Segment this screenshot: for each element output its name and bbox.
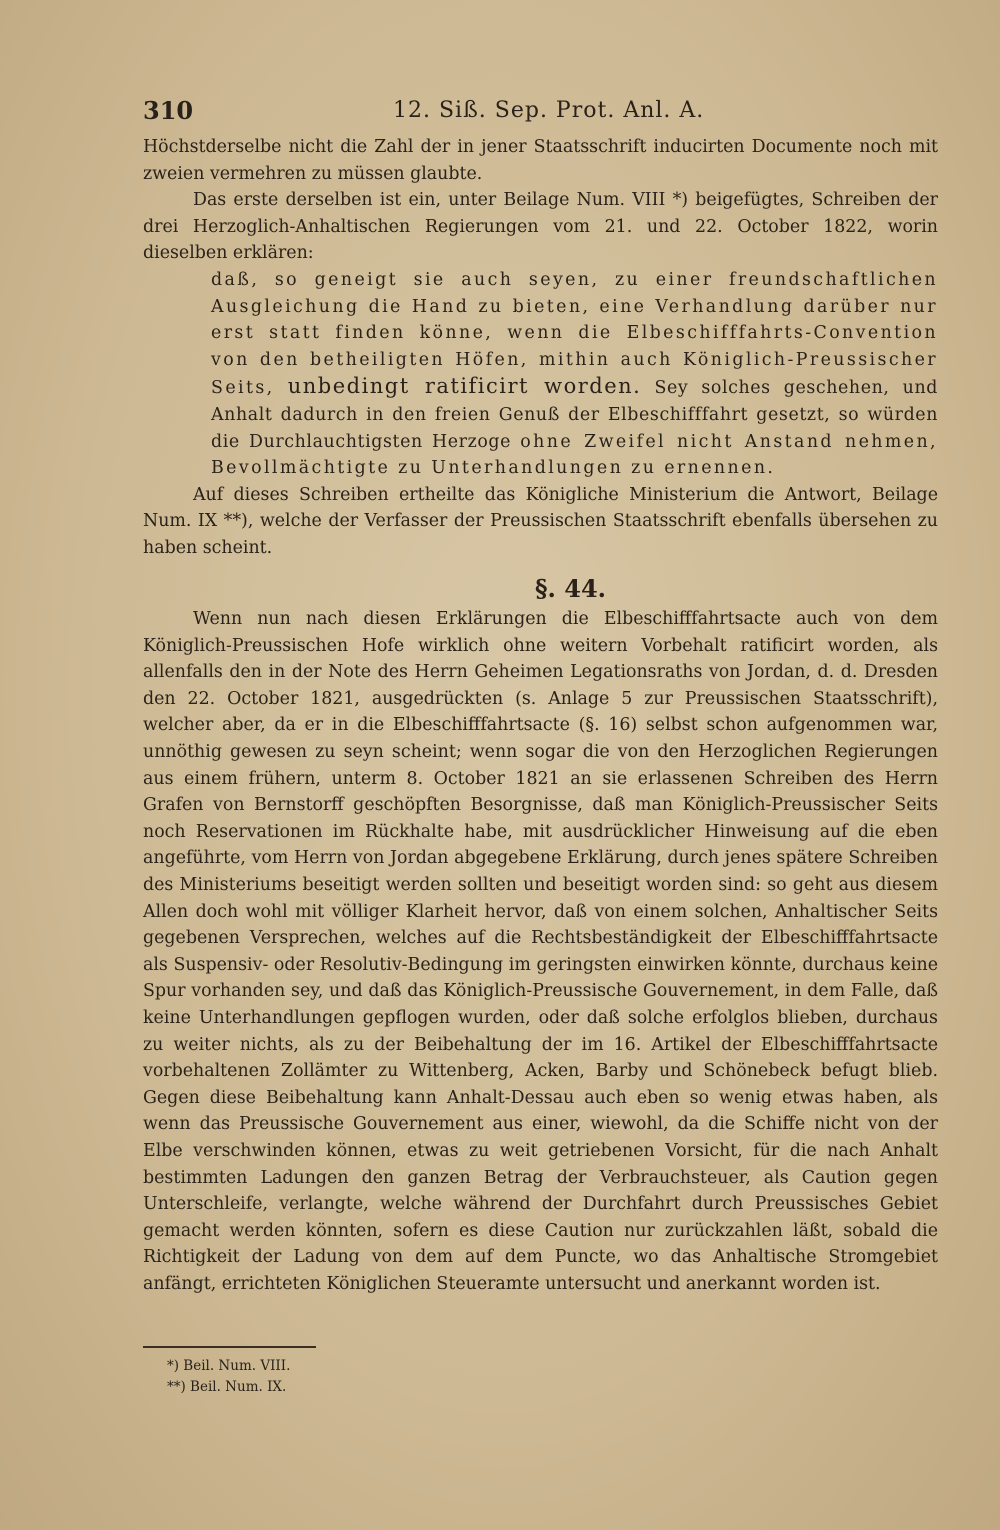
footnotes: [167, 1356, 290, 1398]
paragraph-section-44: Wenn nun nach diesen Erklärungen die Elbeschifffahrtsacte auch von dem Königlich-Preussischen Hofe wirklich ohne weitern Vorbehalt ratificirt worden, als allenfalls den in der Note des Herrn Geheimen Legationsraths von Jordan, d. d. Dresden den 22. October 1821, ausgedrückten (s. Anlage 5 zur Preussischen Staatsschrift), welcher aber, da er in die Elbeschifffahrtsacte (§. 16) selbst schon aufgenommen war, unnöthig gewesen zu seyn scheint; wenn sogar die von den Herzoglichen Regierungen aus einem frühern, unterm 8. October 1821 an sie erlassenen Schreiben des Herrn Grafen von Bernstorff geschöpften Besorgnisse, daß man Königlich-Preussischer Seits noch Reservationen im Rückhalte habe, mit ausdrücklicher Hinweisung auf die eben angeführte, vom Herrn von Jordan abgegebene Erklärung, durch jenes spätere Schreiben des Ministeriums beseitigt werden sollten und beseitigt worden sind: so geht aus diesem Allen doch wohl mit völliger Klarheit hervor, daß von einem solchen, Anhaltischer Seits gegebenen Versprechen, welches auf die Rechtsbeständigkeit der Elbeschifffahrtsacte als Suspensiv- oder Resolutiv-Bedingung im geringsten einwirken könnte, durchaus keine Spur vorhanden sey, und daß das Königlich-Preussische Gouvernement, in dem Falle, daß keine Unterhandlungen gepflogen wurden, oder daß solche erfolglos blieben, durchaus zu weiter nichts, als zu der Beibehaltung der im 16. Artikel der Elbeschifffahrtsacte vorbehaltenen Zollämter zu Wittenberg, Acken, Barby und Schönebeck befugt blieb. Gegen diese Beibehaltung kann Anhalt-Dessau auch eben so wenig etwas haben, als wenn das Preussische Gouvernement aus einer, wiewohl, da die Schiffe nicht von der Elbe verschwinden können, etwas zu weit getriebenen Vorsicht, für die nach Anhalt bestimmten Ladungen den ganzen Betrag der Verbrauchsteuer, als Caution gegen Unterschleife, verlangte, welche während der Durchfahrt durch Preussisches Gebiet gemacht werden könnten, sofern es diese Caution nur zurückzahlen läßt, sobald die Richtigkeit der Ladung von dem auf dem Puncte, wo das Anhaltische Stromgebiet anfängt, errichteten Königlichen Steueramte untersucht und anerkannt worden ist.: [143, 609, 938, 1294]
paragraph-letter-intro: Das erste derselben ist ein, unter Beilage Num. VIII *) beigefügtes, Schreiben der drei Herzoglich-Anhaltischen Regierungen vom 21. und 22. October 1822, worin dieselben erklären:: [143, 190, 938, 264]
running-head: 12. Siß. Sep. Prot. Anl. A.: [393, 98, 705, 123]
main-text: [143, 134, 938, 1298]
quote-emphasis: unbedingt ratificirt worden.: [287, 374, 642, 399]
quote-spaced-ending: ohne Zweifel nicht Anstand nehmen, Bevollmächtigte zu Unterhandlungen zu ernennen.: [211, 431, 938, 479]
footnote: **) Beil. Num. IX.: [167, 1379, 287, 1395]
page-number: 310: [143, 96, 194, 125]
section-heading: §. 44.: [534, 573, 606, 603]
paragraph-ministry-reply: Auf dieses Schreiben ertheilte das Königliche Ministerium die Antwort, Beilage Num. IX **), welche der Verfasser der Preussischen Staatsschrift ebenfalls übersehen zu haben scheint.: [143, 484, 938, 558]
page-header: [143, 96, 943, 132]
footnote-divider: [143, 1346, 316, 1348]
quote-plain-text: Sey solches geschehen, und Anhalt dadurch in den freien Genuß der Elbeschifffahrt gesetzt, so würden die Durchlauchtigsten Herzoge: [211, 378, 938, 452]
paragraph-continuation: Höchstderselbe nicht die Zahl der in jener Staatsschrift inducirten Documente noch mit zweien vermehren zu müssen glaubte.: [143, 137, 938, 184]
quote-spaced-text: daß, so geneigt sie auch seyen, zu einer freundschaftlichen Ausgleichung die Hand zu bieten, eine Verhandlung darüber nur erst statt finden könne, wenn die Elbeschifffahrts-Convention von den betheiligten Höfen, mithin auch Königlich-Preussischer Seits,: [211, 269, 938, 399]
footnote: *) Beil. Num. VIII.: [167, 1358, 291, 1374]
quoted-declaration: [211, 267, 938, 482]
